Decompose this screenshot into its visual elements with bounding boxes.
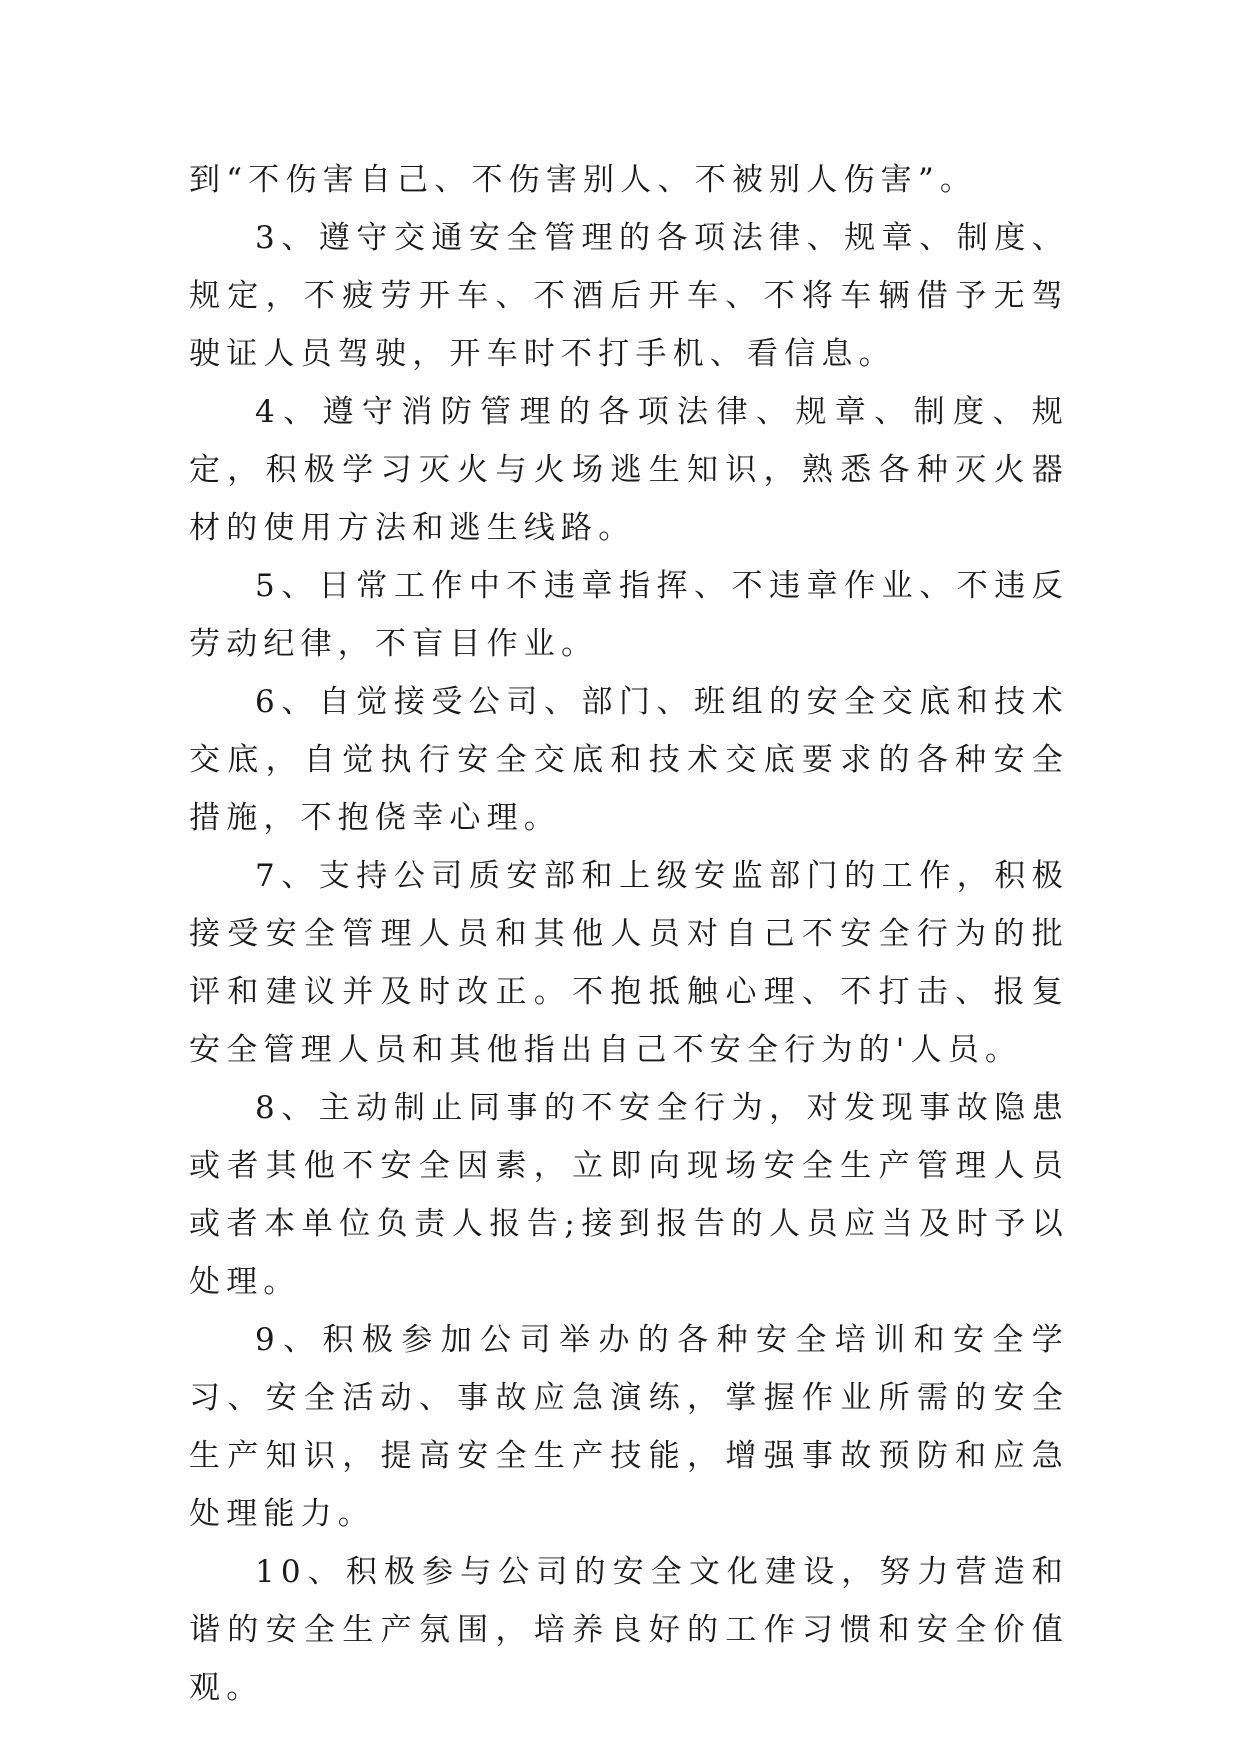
paragraph-item-6: 6、自觉接受公司、部门、班组的安全交底和技术交底，自觉执行安全交底和技术交底要求的各种安全措施，不抱侥幸心理。 [189, 684, 1069, 836]
paragraph-item-7: 7、支持公司质安部和上级安监部门的工作，积极接受安全管理人员和其他人员对自己不安全行为的批评和建议并及时改正。不抱抵触心理、不打击、报复安全管理人员和其他指出自己不安全行为的'人员。 [189, 858, 1069, 1068]
paragraph-item-10: 10、积极参与公司的安全文化建设，努力营造和谐的安全生产氛围，培养良好的工作习惯和安全价值观。 [189, 1554, 1069, 1706]
paragraph-item-8: 8、主动制止同事的不安全行为，对发现事故隐患或者其他不安全因素，立即向现场安全生产管理人员或者本单位负责人报告;接到报告的人员应当及时予以处理。 [189, 1090, 1069, 1300]
paragraph-item-5: 5、日常工作中不违章指挥、不违章作业、不违反劳动纪律，不盲目作业。 [189, 568, 1069, 662]
document-page [189, 151, 1069, 1717]
paragraph-continuation: 到“不伤害自己、不伤害别人、不被别人伤害”。 [189, 162, 978, 198]
paragraph-item-9: 9、积极参加公司举办的各种安全培训和安全学习、安全活动、事故应急演练，掌握作业所需的安全生产知识，提高安全生产技能，增强事故预防和应急处理能力。 [189, 1322, 1069, 1532]
paragraph-item-3: 3、遵守交通安全管理的各项法律、规章、制度、规定，不疲劳开车、不酒后开车、不将车辆借予无驾驶证人员驾驶，开车时不打手机、看信息。 [189, 220, 1069, 372]
paragraph-item-4: 4、遵守消防管理的各项法律、规章、制度、规定，积极学习灭火与火场逃生知识，熟悉各种灭火器材的使用方法和逃生线路。 [189, 394, 1069, 546]
